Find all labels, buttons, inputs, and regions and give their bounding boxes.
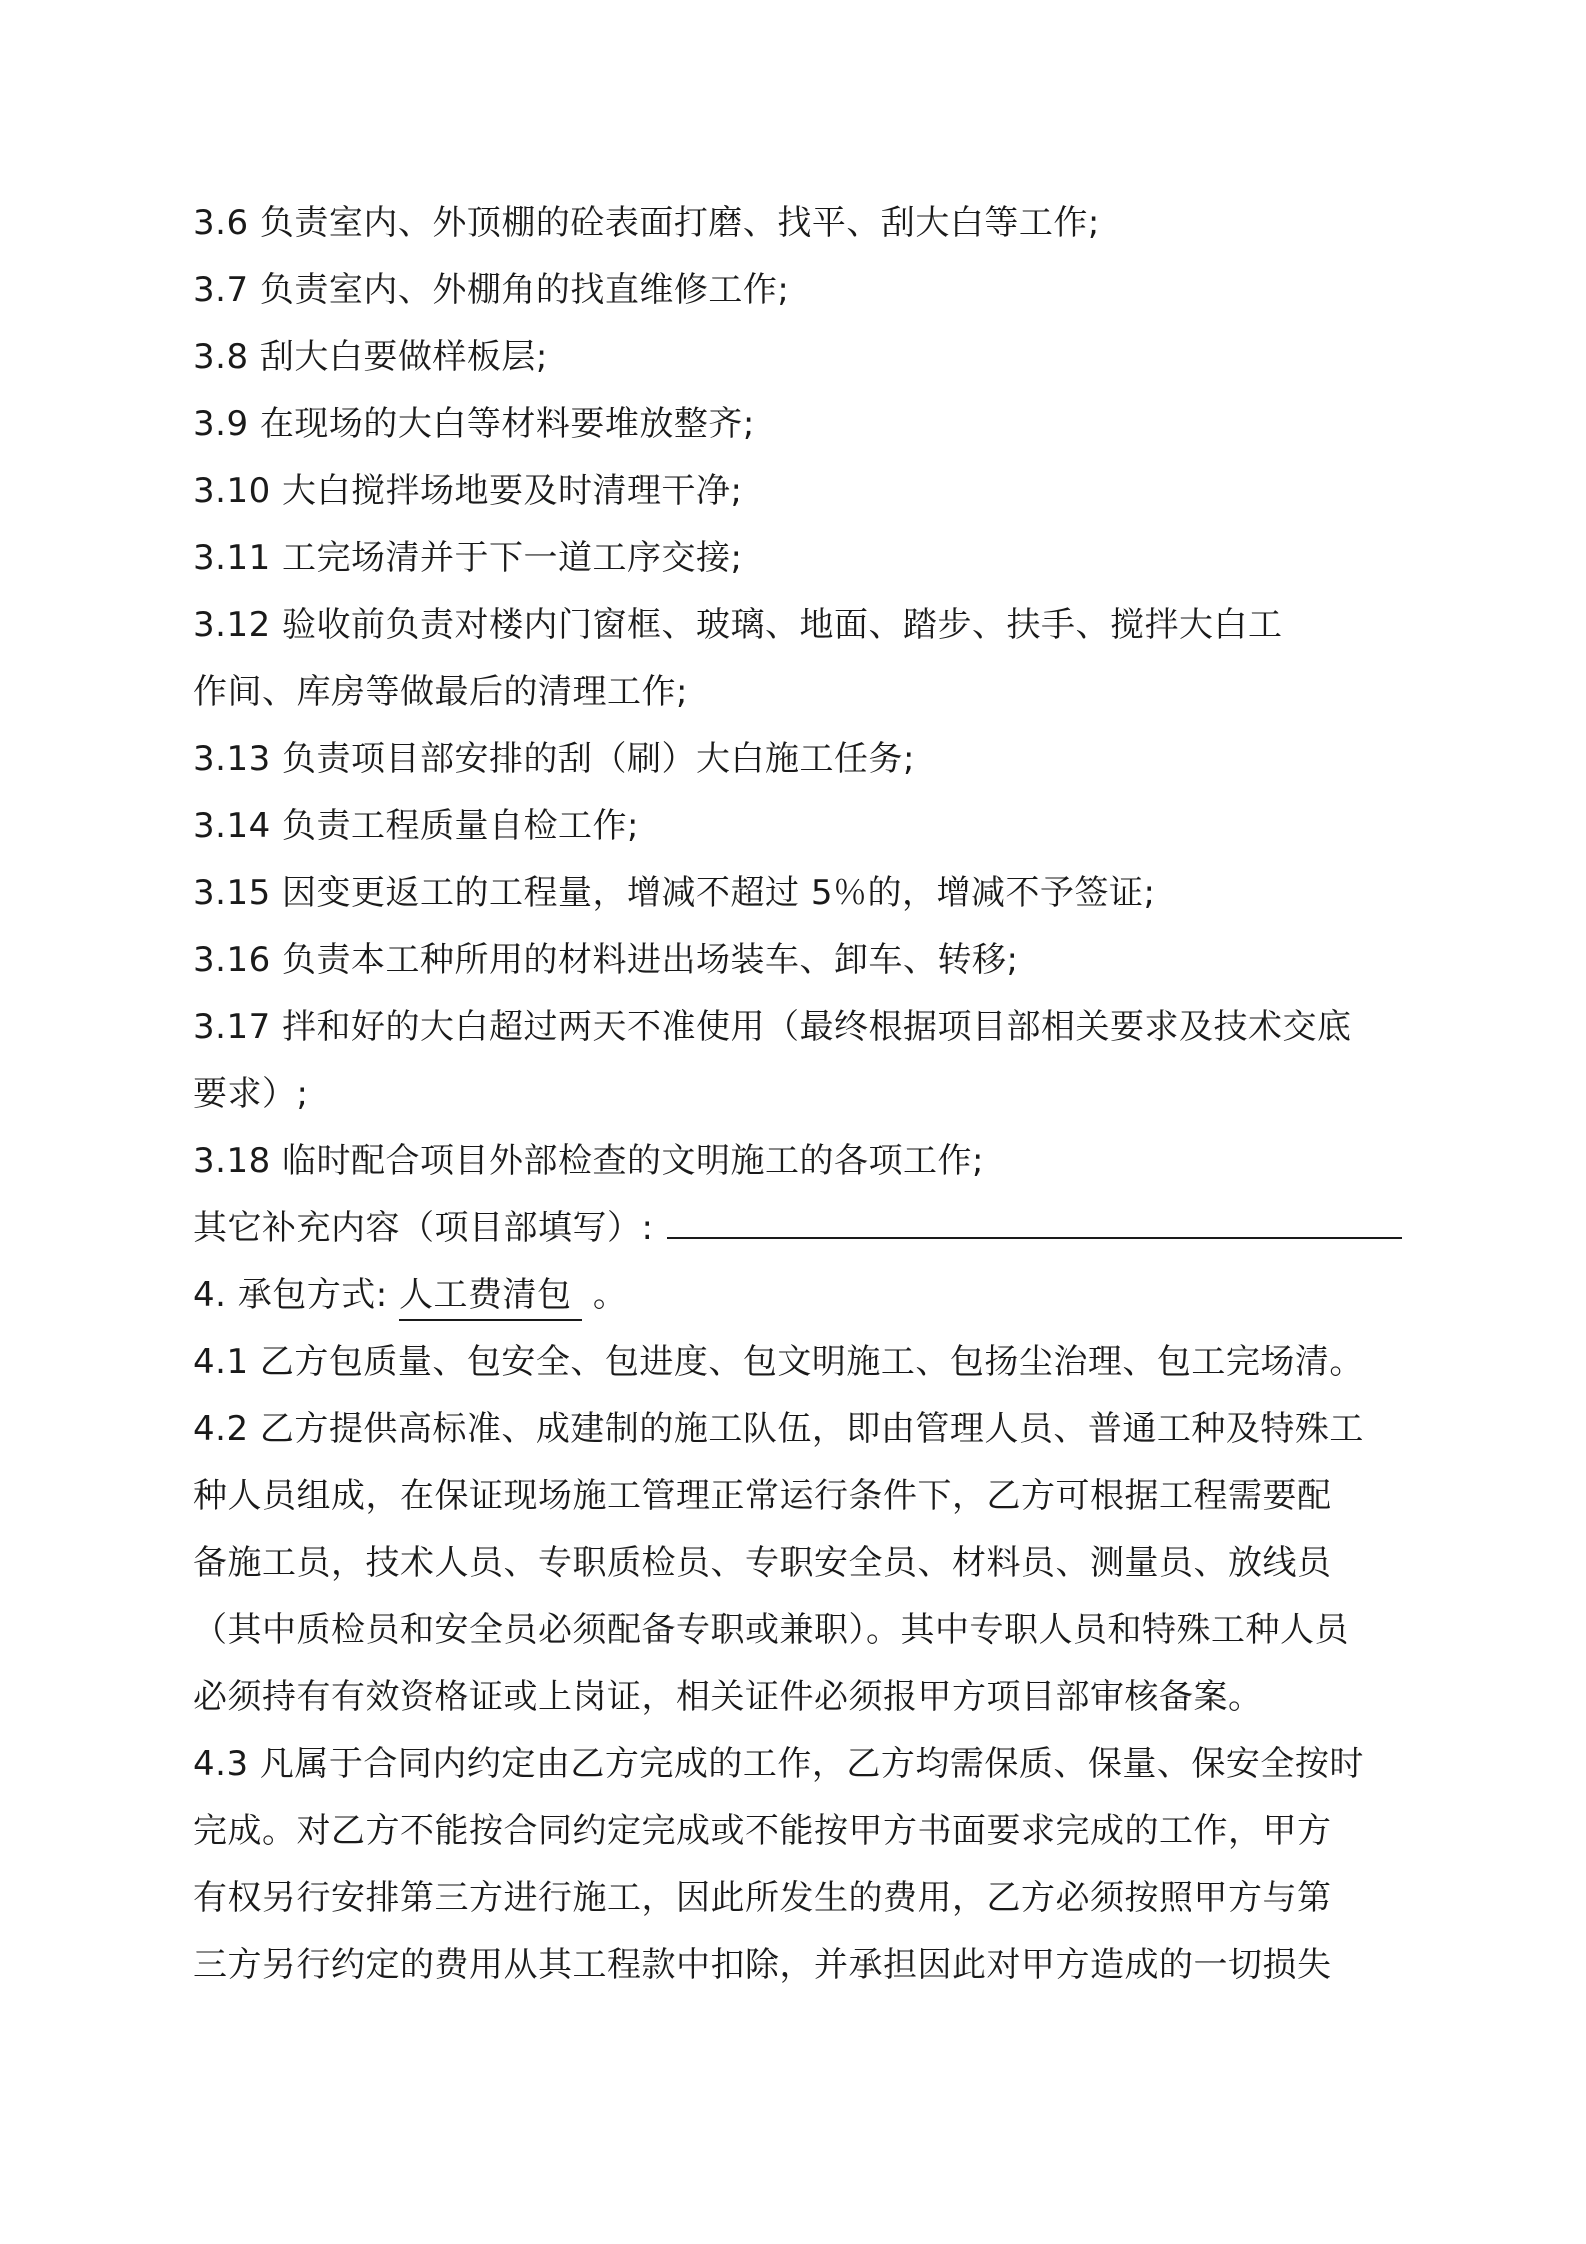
clause-3-8: 3.8 刮大白要做样板层; <box>193 337 548 377</box>
clause-3-14: 3.14 负责工程质量自检工作; <box>193 806 639 846</box>
clause-4-2-line-2: 种人员组成，在保证现场施工管理正常运行条件下，乙方可根据工程需要配 <box>193 1476 1332 1516</box>
clause-3-13: 3.13 负责项目部安排的刮（刷）大白施工任务; <box>193 739 915 779</box>
contract-method-value: 人工费清包 <box>399 1273 582 1321</box>
contract-method-row <box>193 1262 1443 1329</box>
supplement-row <box>193 1195 1443 1262</box>
clause-3-12-line-2: 作间、库房等做最后的清理工作; <box>193 672 688 712</box>
contract-method-label: 4. 承包方式: <box>193 1275 388 1315</box>
clause-3-18: 3.18 临时配合项目外部检查的文明施工的各项工作; <box>193 1141 984 1181</box>
clause-4-1: 4.1 乙方包质量、包安全、包进度、包文明施工、包扬尘治理、包工完场清。 <box>193 1342 1364 1382</box>
clause-3-10: 3.10 大白搅拌场地要及时清理干净; <box>193 471 743 511</box>
clause-4-3-line-1: 4.3 凡属于合同内约定由乙方完成的工作，乙方均需保质、保量、保安全按时 <box>193 1744 1364 1784</box>
clause-4-2-line-4: （其中质检员和安全员必须配备专职或兼职）。其中专职人员和特殊工种人员 <box>193 1610 1349 1650</box>
clause-4-2-line-5: 必须持有有效资格证或上岗证，相关证件必须报甲方项目部审核备案。 <box>193 1677 1263 1717</box>
clause-3-12-line-1: 3.12 验收前负责对楼内门窗框、玻璃、地面、踏步、扶手、搅拌大白工 <box>193 605 1283 645</box>
clause-3-9: 3.9 在现场的大白等材料要堆放整齐; <box>193 404 755 444</box>
clause-3-11: 3.11 工完场清并于下一道工序交接; <box>193 538 743 578</box>
clause-3-15: 3.15 因变更返工的工程量，增减不超过 5％的，增减不予签证; <box>193 873 1156 913</box>
clause-4-3-line-4: 三方另行约定的费用从其工程款中扣除，并承担因此对甲方造成的一切损失 <box>193 1945 1332 1985</box>
clause-4-3-line-3: 有权另行安排第三方进行施工，因此所发生的费用，乙方必须按照甲方与第 <box>193 1878 1332 1918</box>
clause-3-6: 3.6 负责室内、外顶棚的砼表面打磨、找平、刮大白等工作; <box>193 203 1100 243</box>
contract-method-suffix: 。 <box>592 1275 628 1315</box>
clause-3-16: 3.16 负责本工种所用的材料进出场装车、卸车、转移; <box>193 940 1019 980</box>
supplement-blank-line <box>667 1197 1402 1239</box>
supplement-label: 其它补充内容（项目部填写）: <box>193 1208 654 1248</box>
clause-4-3-line-2: 完成。对乙方不能按合同约定完成或不能按甲方书面要求完成的工作，甲方 <box>193 1811 1332 1851</box>
clause-3-17-line-2: 要求）; <box>193 1074 309 1114</box>
clause-3-7: 3.7 负责室内、外棚角的找直维修工作; <box>193 270 790 310</box>
document-body <box>193 190 1443 1999</box>
clause-4-2-line-3: 备施工员，技术人员、专职质检员、专职安全员、材料员、测量员、放线员 <box>193 1543 1332 1583</box>
clause-3-17-line-1: 3.17 拌和好的大白超过两天不准使用（最终根据项目部相关要求及技术交底 <box>193 1007 1352 1047</box>
clause-4-2-line-1: 4.2 乙方提供高标准、成建制的施工队伍，即由管理人员、普通工种及特殊工 <box>193 1409 1364 1449</box>
